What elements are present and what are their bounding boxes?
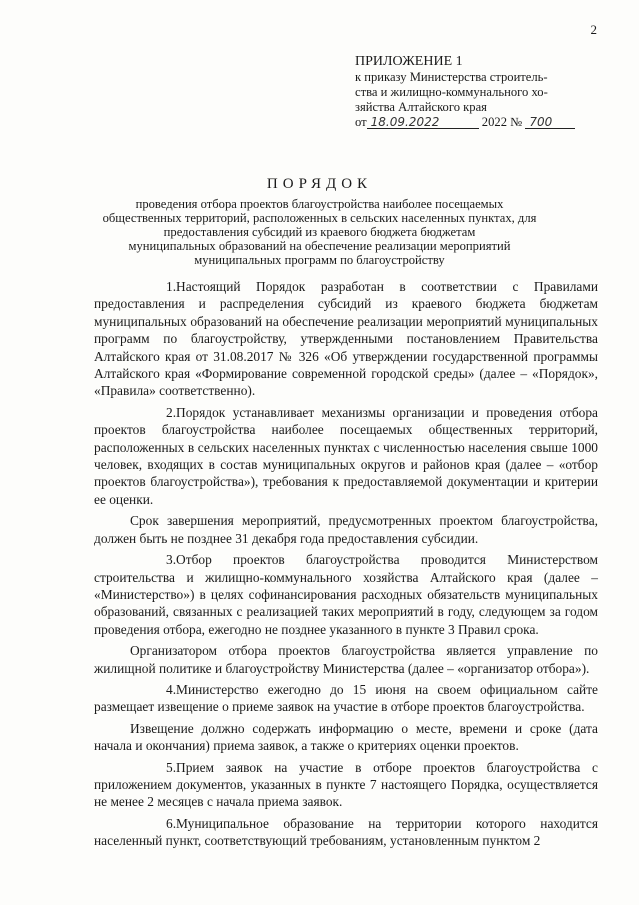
- paragraph-number: 3.: [166, 552, 177, 568]
- paragraph: [94, 720, 598, 755]
- heading-line: муниципальных образований на обеспечение реализации мероприятий: [128, 239, 511, 253]
- heading-line: общественных территорий, расположенных в сельских населенных пунктах, для: [102, 211, 537, 225]
- paragraph-text: Муниципальное образование на территории которого находится населенный пункт, соответствующий требованиям, установленным пунктом 2: [94, 815, 598, 849]
- heading-line: проведения отбора проектов благоустройства наиболее посещаемых: [135, 197, 504, 211]
- paragraph: [94, 512, 598, 547]
- heading-line: муниципальных программ по благоустройству: [194, 253, 445, 267]
- page-number: 2: [590, 22, 597, 37]
- appendix-line: к приказу Министерства строитель-: [355, 70, 548, 84]
- document-heading: [0, 176, 639, 267]
- paragraph-number: 4.: [166, 681, 177, 697]
- paragraph-number: 1.: [166, 279, 177, 294]
- paragraph-text: Порядок устанавливает механизмы организации и проведения отбора проектов благоустройства наиболее посещаемых общественных территорий, расположенных в сельских населенных пунктах с численностью населения свыше 1000 человек, входящих в состав муниципальных округов и районов края (далее – «отбор проектов благоустройства»), требования к предоставляемой документации и критерии ее оценки.: [94, 404, 598, 507]
- date-prefix: от: [355, 115, 367, 129]
- paragraph-text: Прием заявок на участие в отборе проектов благоустройства с приложением документов, указанных в пункте 7 настоящего Порядка, осуществляется не менее 2 месяцев с начала приема заявок.: [94, 759, 598, 810]
- paragraph-text: Организатором отбора проектов благоустройства является управление по жилищной политике и благоустройству Министерства (далее – «организатор отбора»).: [94, 643, 598, 676]
- appendix-block: [355, 54, 595, 130]
- paragraph: [94, 815, 598, 850]
- appendix-line: ства и жилищно-коммунального хо-: [355, 85, 548, 99]
- paragraph-number: 2.: [166, 404, 177, 420]
- paragraph-text: Извещение должно содержать информацию о месте, времени и сроке (дата начала и окончания) приема заявок, а также о критериях оценки проектов.: [94, 720, 598, 754]
- paragraph: [94, 551, 598, 638]
- paragraph: [94, 404, 598, 508]
- paragraph-number: 6.: [166, 815, 177, 831]
- paragraph: [94, 759, 598, 811]
- paragraph-text: Министерство ежегодно до 15 июня на своем официальном сайте размещает извещение о приеме заявок на участие в отборе проектов благоустройства.: [94, 681, 598, 715]
- year-label: 2022 №: [481, 115, 523, 129]
- paragraph-text: Настоящий Порядок разработан в соответствии с Правилами предоставления и распределения субсидий из краевого бюджета бюджетам муниципальных образований на обеспечение реализации мероприятий муниципальных программ по благоустройству, утвержденными постановлением Правительства Алтайского края от 31.08.2017 № 326 «Об утверждении государственной программы Алтайского края «Формирование современной городской среды» (далее – «Порядок», «Правила» соответственно).: [94, 279, 598, 399]
- appendix-title: ПРИЛОЖЕНИЕ 1: [355, 54, 463, 69]
- handwritten-number: 700: [525, 116, 575, 129]
- heading-line: предоставления субсидий из краевого бюджета бюджетам: [163, 225, 476, 239]
- document-body: [94, 278, 598, 850]
- heading-title: ПОРЯДОК: [266, 176, 373, 192]
- paragraph-text: Срок завершения мероприятий, предусмотренных проектом благоустройства, должен быть не позднее 31 декабря года предоставления субсидии.: [94, 513, 598, 546]
- paragraph: [94, 681, 598, 716]
- handwritten-date: 18.09.2022: [367, 116, 479, 129]
- appendix-line: зяйства Алтайского края: [355, 100, 487, 114]
- paragraph: [94, 278, 598, 400]
- paragraph-number: 5.: [166, 759, 177, 775]
- paragraph: [94, 642, 598, 677]
- appendix-date-line: [355, 115, 595, 130]
- paragraph-text: Отбор проектов благоустройства проводится Министерством строительства и жилищно-коммунального хозяйства Алтайского края (далее – «Министерство») в целях софинансирования расходных обязательств муниципальных образований, связанных с реализацией таких мероприятий в году, следующем за годом проведения отбора, ежегодно не позднее указанного в пункте 3 Правил срока.: [94, 552, 598, 637]
